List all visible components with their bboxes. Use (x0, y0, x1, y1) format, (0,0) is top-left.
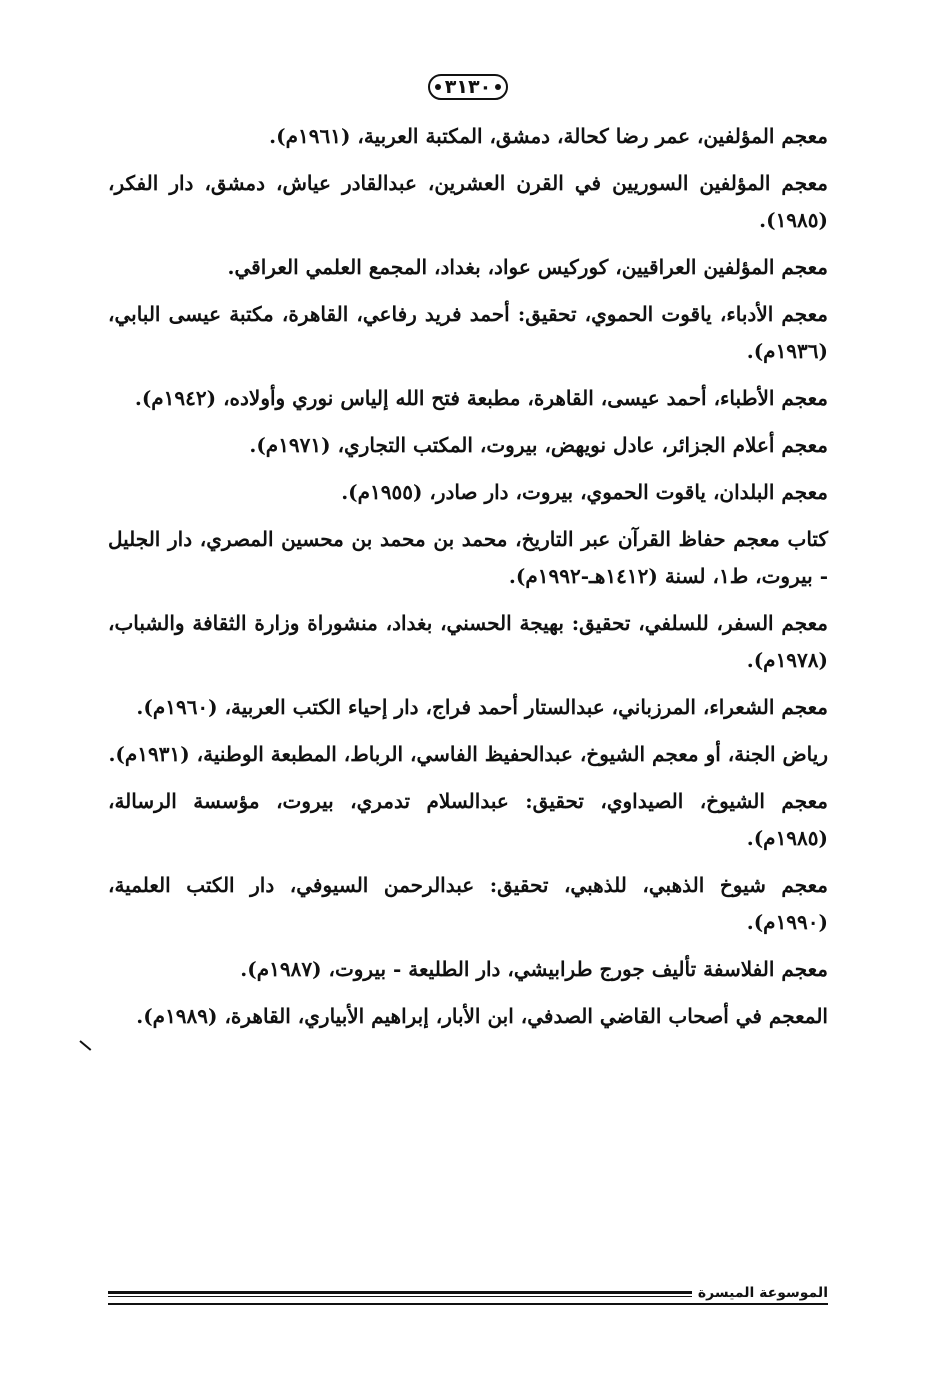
bibliography-entry: معجم الشيوخ، الصيداوي، تحقيق: عبدالسلام تدمري، بيروت، مؤسسة الرسالة، (١٩٨٥م). (108, 789, 828, 850)
bibliography-list (108, 118, 828, 1045)
bibliography-entry: معجم الشعراء، المرزباني، عبدالستار أحمد فراج، دار إحياء الكتب العربية، (١٩٦٠م). (136, 695, 828, 719)
bibliography-entry: كتاب معجم حفاظ القرآن عبر التاريخ، محمد بن محمد بن محسين المصري، دار الجليل - بيروت، ط١، لسنة (١٤١٢هـ-١٩٩٢م). (108, 527, 828, 588)
bibliography-entry: معجم أعلام الجزائر، عادل نويهض، بيروت، المكتب التجاري، (١٩٧١م). (249, 433, 828, 457)
bibliography-entry: معجم الأدباء، ياقوت الحموي، تحقيق: أحمد فريد رفاعي، القاهرة، مكتبة عيسى البابي، (١٩٣٦م). (108, 302, 828, 363)
bibliography-entry: معجم المؤلفين السوريين في القرن العشرين، عبدالقادر عياش، دمشق، دار الفكر، (١٩٨٥). (108, 171, 828, 232)
bibliography-entry: معجم البلدان، ياقوت الحموي، بيروت، دار صادر، (١٩٥٥م). (341, 480, 828, 504)
pen-stroke-mark (79, 1040, 91, 1051)
page-number: ٣١٣٠ (428, 74, 508, 100)
footer-underline (108, 1303, 828, 1305)
bibliography-entry: رياض الجنة، أو معجم الشيوخ، عبدالحفيظ الفاسي، الرباط، المطبعة الوطنية، (١٩٣١م). (108, 742, 828, 766)
bibliography-entry: معجم الفلاسفة تأليف جورج طرابيشي، دار الطليعة - بيروت، (١٩٨٧م). (240, 957, 828, 981)
footer-rule (108, 1291, 708, 1297)
bibliography-entry: معجم المؤلفين العراقيين، كوركيس عواد، بغداد، المجمع العلمي العراقي. (227, 255, 828, 279)
footer-title: الموسوعة الميسرة (692, 1283, 828, 1303)
bibliography-entry: المعجم في أصحاب القاضي الصدفي، ابن الأبار، إبراهيم الأبياري، القاهرة، (١٩٨٩م). (136, 1004, 828, 1028)
bibliography-entry: معجم شيوخ الذهبي، للذهبي، تحقيق: عبدالرحمن السيوفي، دار الكتب العلمية، (١٩٩٠م). (108, 873, 828, 934)
page-footer (108, 1283, 828, 1303)
bibliography-entry: معجم السفر، للسلفي، تحقيق: بهيجة الحسني، بغداد، منشوراة وزارة الثقافة والشباب، (١٩٧٨م). (108, 611, 828, 672)
bibliography-entry: معجم المؤلفين، عمر رضا كحالة، دمشق، المكتبة العربية، (١٩٦١م). (269, 124, 828, 148)
bibliography-entry: معجم الأطباء، أحمد عيسى، القاهرة، مطبعة فتح الله إلياس نوري وأولاده، (١٩٤٢م). (134, 386, 828, 410)
